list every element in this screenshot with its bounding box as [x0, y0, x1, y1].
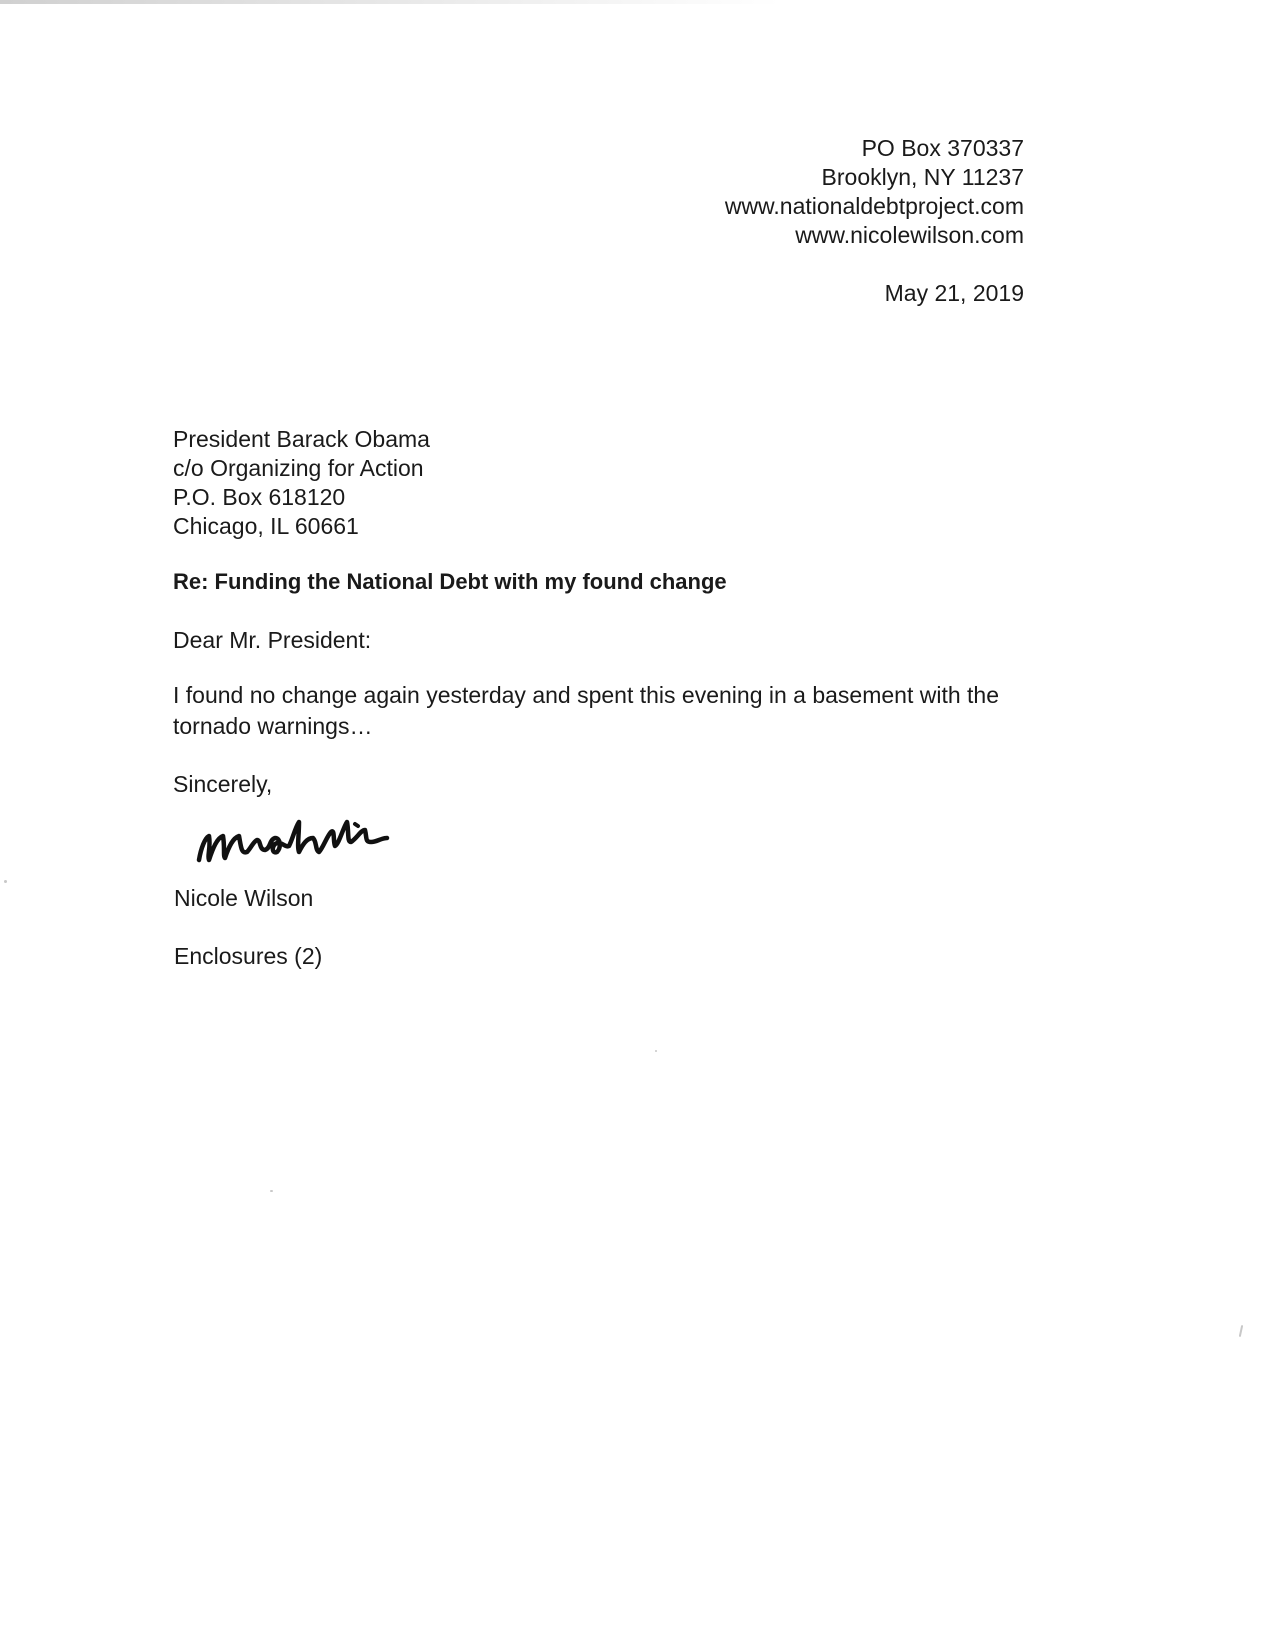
recipient-po-box: P.O. Box 618120: [173, 484, 346, 510]
scan-edge-shadow: [0, 0, 780, 4]
salutation: Dear Mr. President:: [173, 627, 372, 653]
scan-speck: [655, 1050, 657, 1052]
sender-po-box: PO Box 370337: [861, 135, 1024, 161]
letter-body: I found no change again yesterday and spent this evening in a basement with the tornado warnings…: [173, 682, 1000, 739]
recipient-name: President Barack Obama: [173, 426, 430, 452]
sender-address-block: [725, 134, 1024, 250]
sender-website-project: www.nationaldebtproject.com: [724, 193, 1024, 219]
scan-speck: [270, 1190, 273, 1192]
closing: Sincerely,: [173, 771, 273, 797]
recipient-city-state-zip: Chicago, IL 60661: [173, 513, 359, 539]
signer-name: Nicole Wilson: [174, 885, 314, 911]
enclosures-note: Enclosures (2): [174, 943, 323, 969]
recipient-care-of: c/o Organizing for Action: [173, 455, 424, 481]
recipient-address-block: [173, 425, 430, 541]
handwritten-signature-icon: [195, 808, 445, 888]
sender-city-state-zip: Brooklyn, NY 11237: [821, 164, 1024, 190]
scan-speck: [4, 880, 7, 883]
scan-speck: [1239, 1325, 1243, 1337]
sender-website-personal: www.nicolewilson.com: [795, 222, 1024, 248]
letter-date: May 21, 2019: [884, 280, 1024, 306]
subject-line: Re: Funding the National Debt with my found change: [173, 569, 727, 594]
